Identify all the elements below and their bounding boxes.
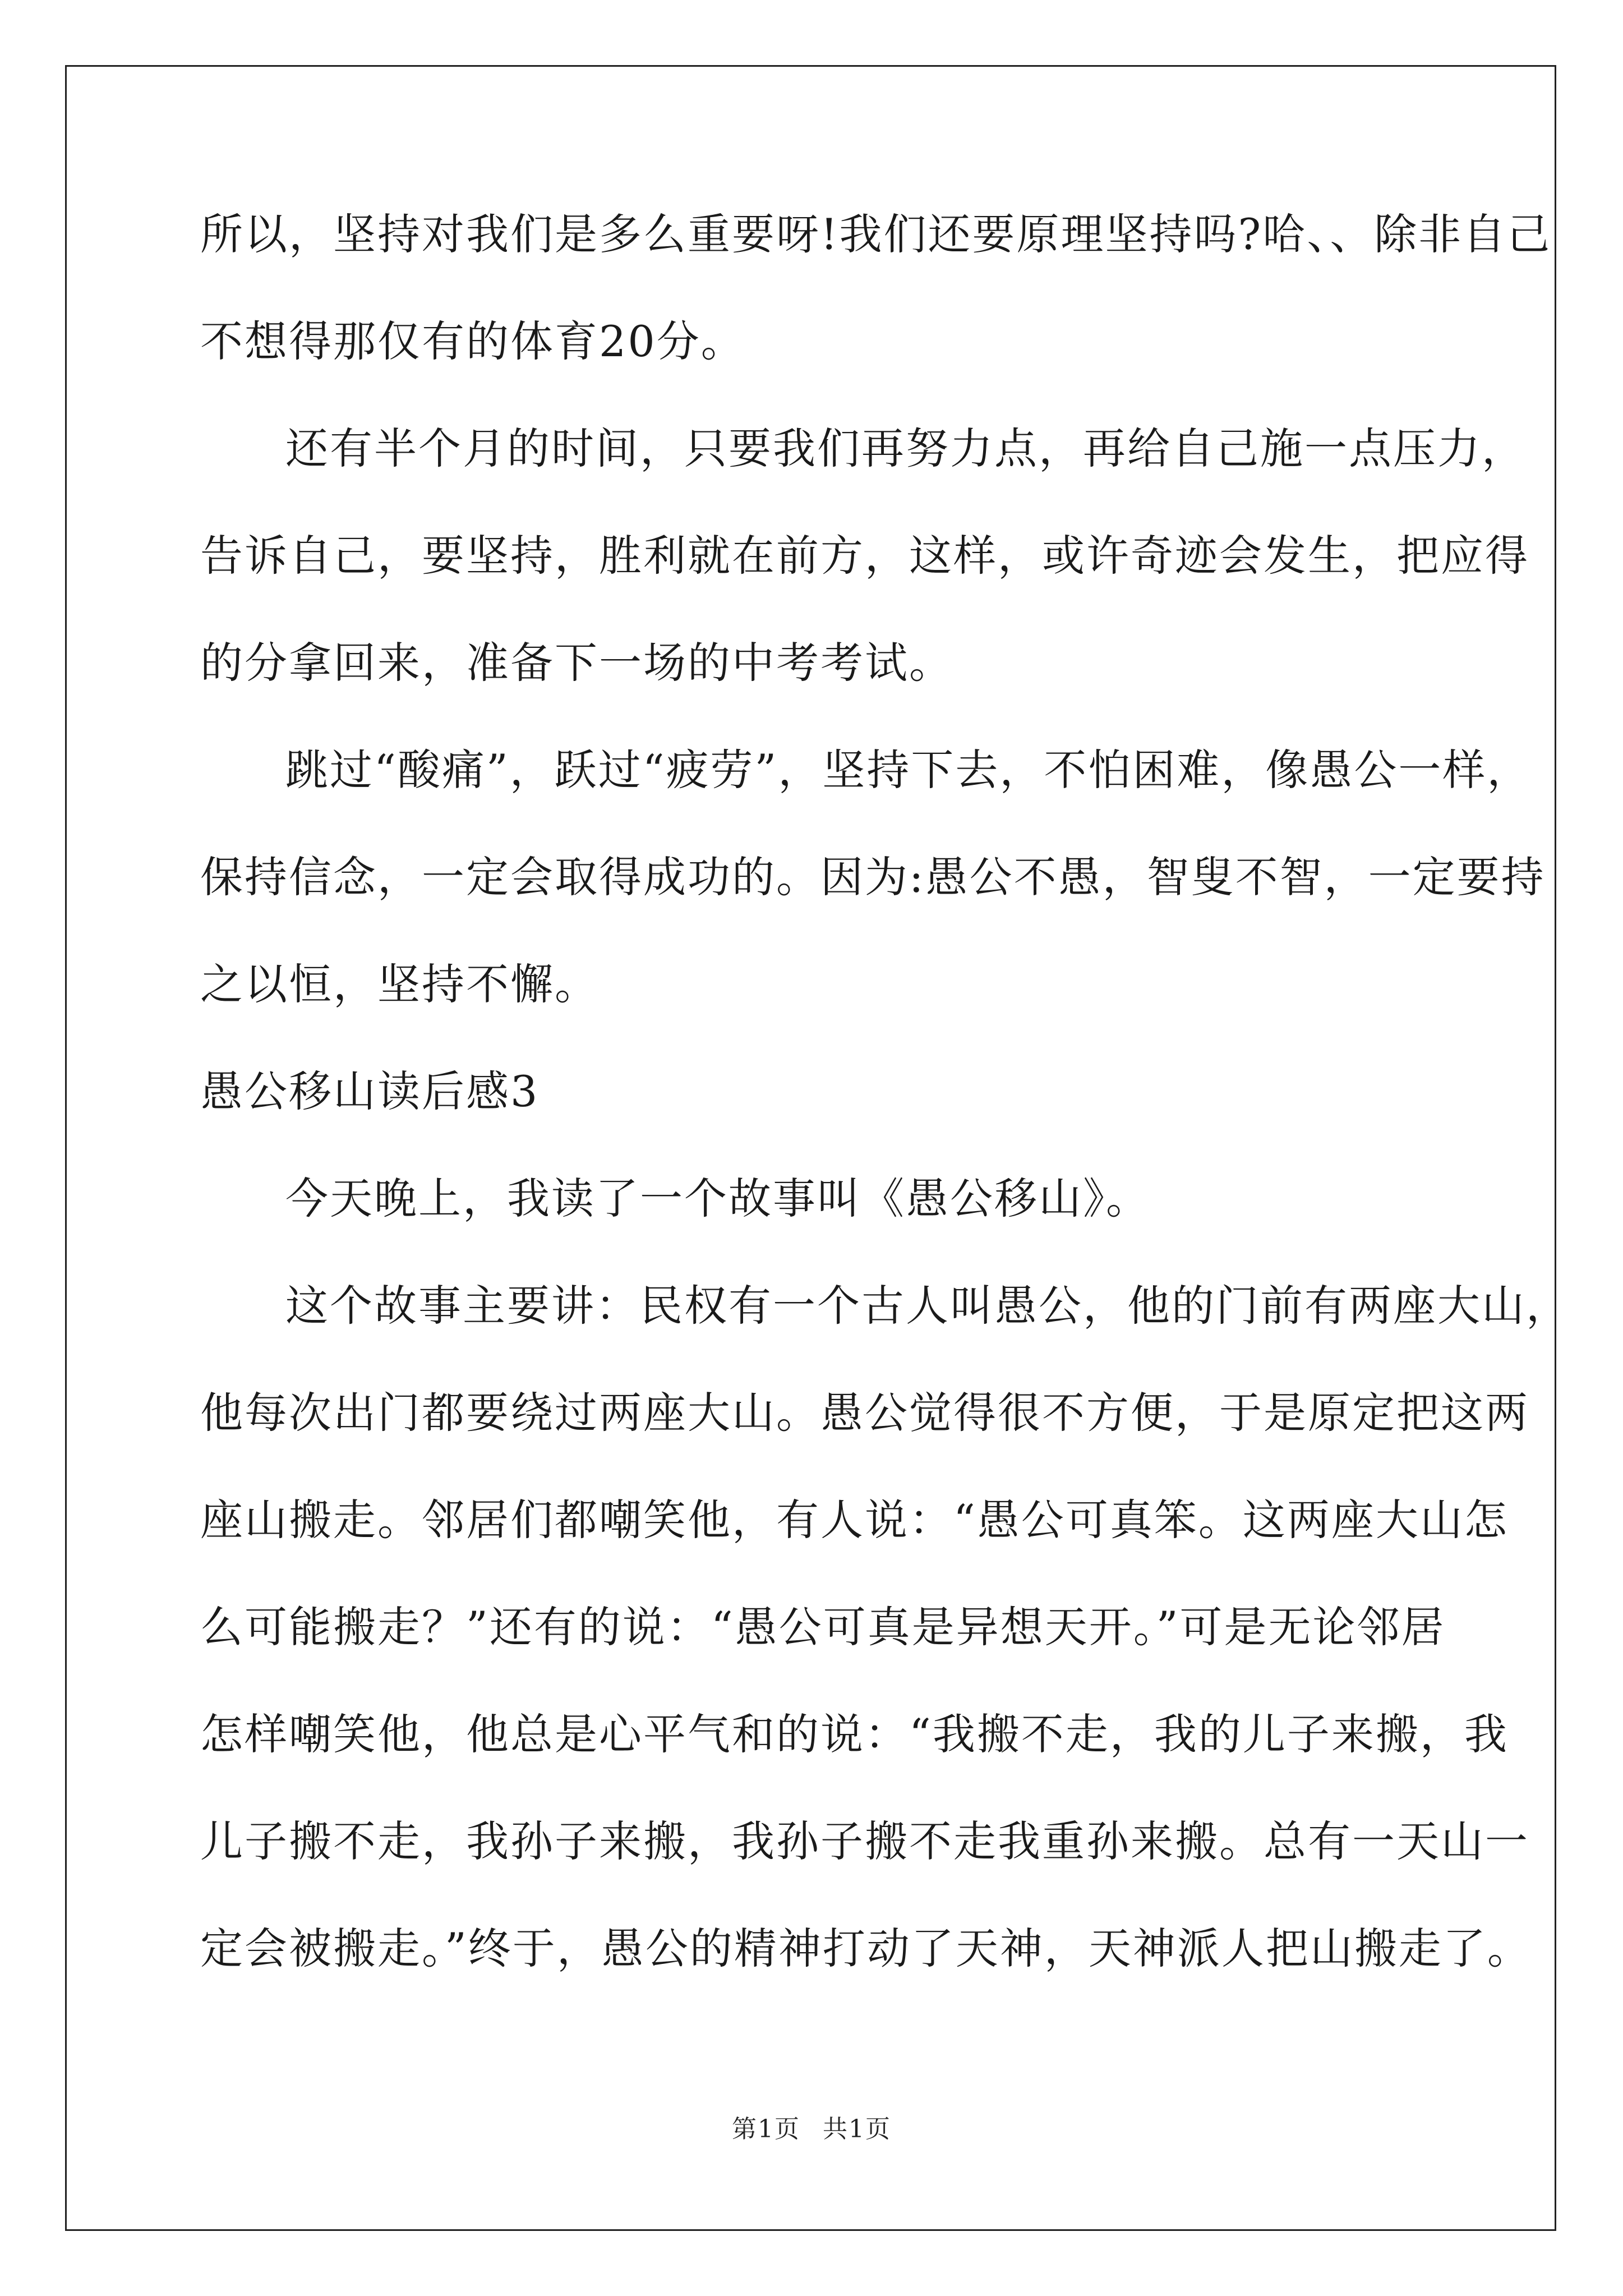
page-number: 第1页	[732, 2115, 800, 2143]
text-line: 今天晚上，我读了一个故事叫《愚公移山》。	[285, 1174, 1150, 1223]
section-heading: 愚公移山读后感3	[200, 1066, 540, 1116]
text-line: 定会被搬走。”终于，愚公的精神打动了天神，天神派人把山搬走了。	[200, 1924, 1532, 1973]
page-footer	[0, 2117, 1623, 2142]
text-line: 之以恒，坚持不懈。	[200, 959, 599, 1009]
text-line: 保持信念，一定会取得成功的。因为:愚公不愚，智叟不智，一定要持	[200, 852, 1546, 902]
text-line: 的分拿回来，准备下一场的中考考试。	[200, 638, 953, 688]
text-line: 还有半个月的时间，只要我们再努力点，再给自己施一点压力，	[285, 424, 1526, 473]
text-line: 么可能搬走？”还有的说：“愚公可真是异想天开。”可是无论邻居	[200, 1602, 1446, 1652]
text-line: 怎样嘲笑他，他总是心平气和的说：“我搬不走，我的儿子来搬，我	[200, 1709, 1509, 1759]
text-line: 他每次出门都要绕过两座大山。愚公觉得很不方便，于是原定把这两	[200, 1388, 1529, 1438]
text-line: 告诉自己，要坚持，胜利就在前方，这样，或许奇迹会发生，把应得	[200, 531, 1529, 581]
text-line: 不想得那仅有的体育20分。	[200, 316, 745, 366]
page-total: 共1页	[823, 2115, 891, 2143]
text-line: 儿子搬不走，我孙子来搬，我孙子搬不走我重孙来搬。总有一天山一	[200, 1816, 1529, 1866]
text-line: 这个故事主要讲：民权有一个古人叫愚公，他的门前有两座大山，	[285, 1281, 1570, 1331]
text-line: 座山搬走。邻居们都嘲笑他，有人说：“愚公可真笨。这两座大山怎	[200, 1495, 1509, 1545]
text-line: 所以，坚持对我们是多么重要呀!我们还要原理坚持吗?哈、、除非自己	[200, 209, 1552, 259]
text-line: 跳过“酸痛”，跃过“疲劳”，坚持下去，不怕困难，像愚公一样，	[285, 745, 1532, 795]
document-body	[200, 209, 1570, 2035]
